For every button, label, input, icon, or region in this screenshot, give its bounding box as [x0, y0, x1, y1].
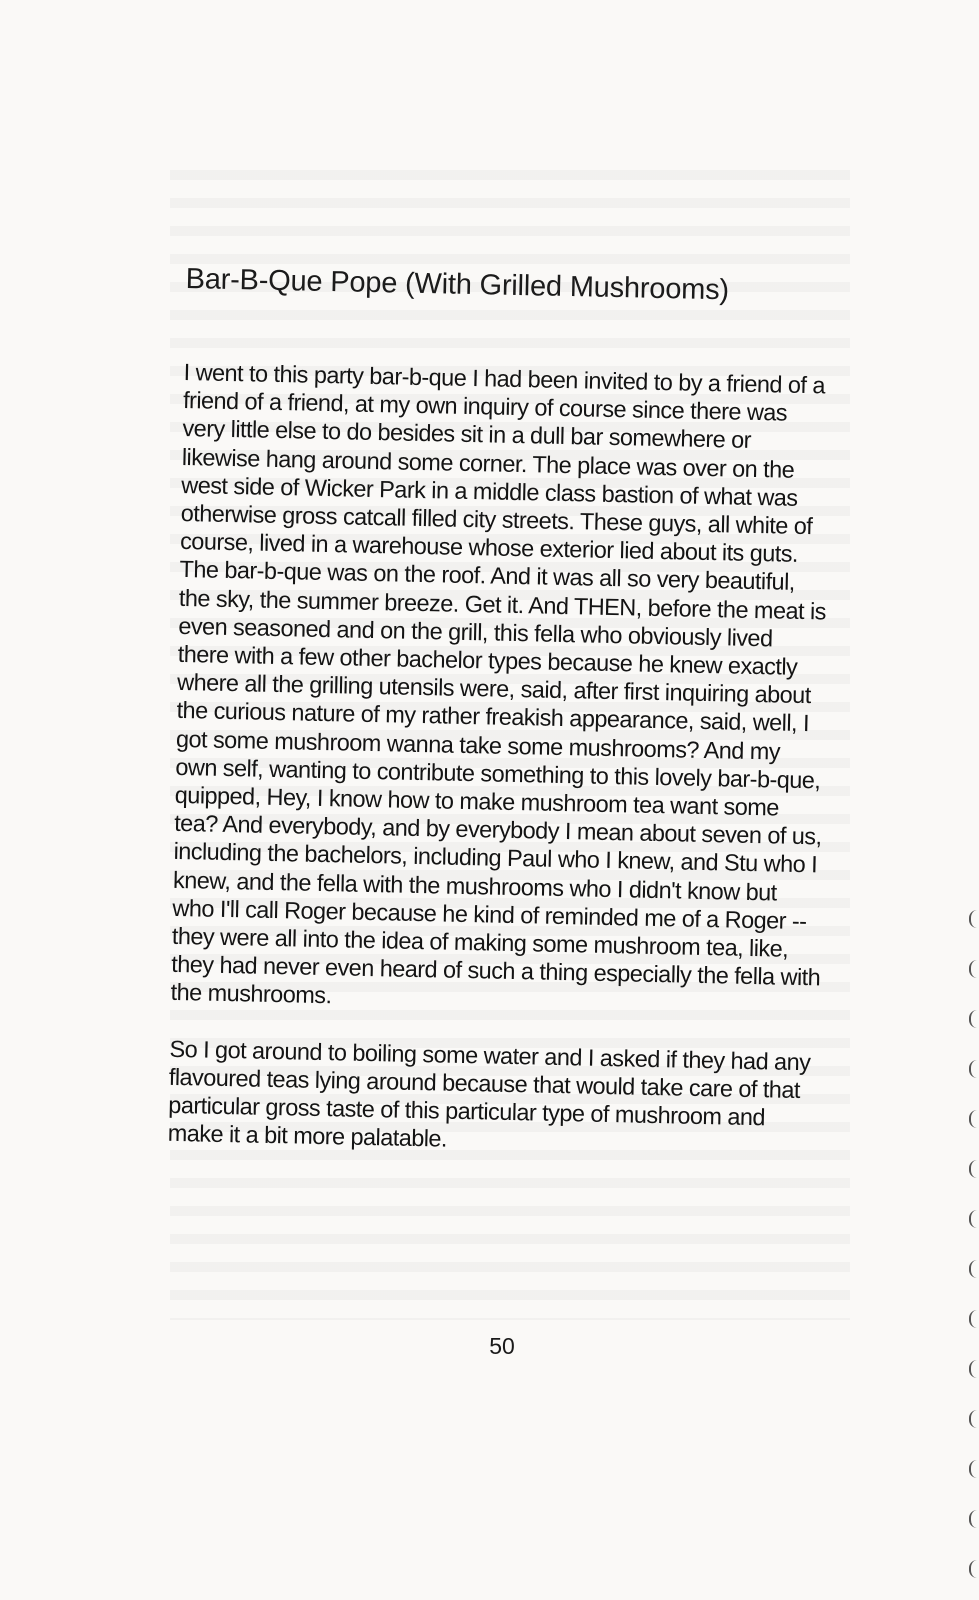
body-paragraph-1: I went to this party bar-b-que I had been invited to by a friend of a friend of a friend, at my own inquiry of course since there was very little else to do besides sit in a dull bar somewhere or likewise hang around some corner. The place was over on the west side of Wicker Park in a middle class bastion of what was otherwise gross catcall filled city streets. These guys, all white of course, lived in a warehouse whose exterior lied about its guts. The bar-b-que was on the roof. And it was all so very beautiful, the sky, the summer breeze. Get it. And THEN, before the meat is even seasoned and on the grill, this fella who obviously lived there with a few other bachelor types because he knew exactly where all the grilling utensils were, said, after first inquiring about the curious nature of my rather freakish appearance, said, well, I got some mushroom wanna take some mushrooms? And my own self, wanting to contribute something to this lovely bar-b-que, quipped, Hey, I know how to make mushroom tea want some tea? And everybody, and by everybody I mean about seven of us, including the bachelors, including Paul who I knew, and Stu who I knew, and the fella with the mushrooms who I didn't know but who I'll call Roger because he kind of reminded me of a Roger -- they were all into the idea of making some mushroom tea, like, they had never even heard of such a thing especially the fella with the mushrooms. [170, 358, 827, 1009]
body-paragraph-2: So I got around to boiling some water and I asked if they had any flavoured teas lying around because that would take care of that particular gross taste of this particular type of mushroom and make it a bit more palatable. [167, 1035, 811, 1152]
spiral-binding [963, 900, 979, 1600]
page-content [167, 262, 835, 1161]
page-number: 50 [489, 1333, 515, 1359]
chapter-title: Bar-B-Que Pope (With Grilled Mushrooms) [185, 262, 730, 307]
